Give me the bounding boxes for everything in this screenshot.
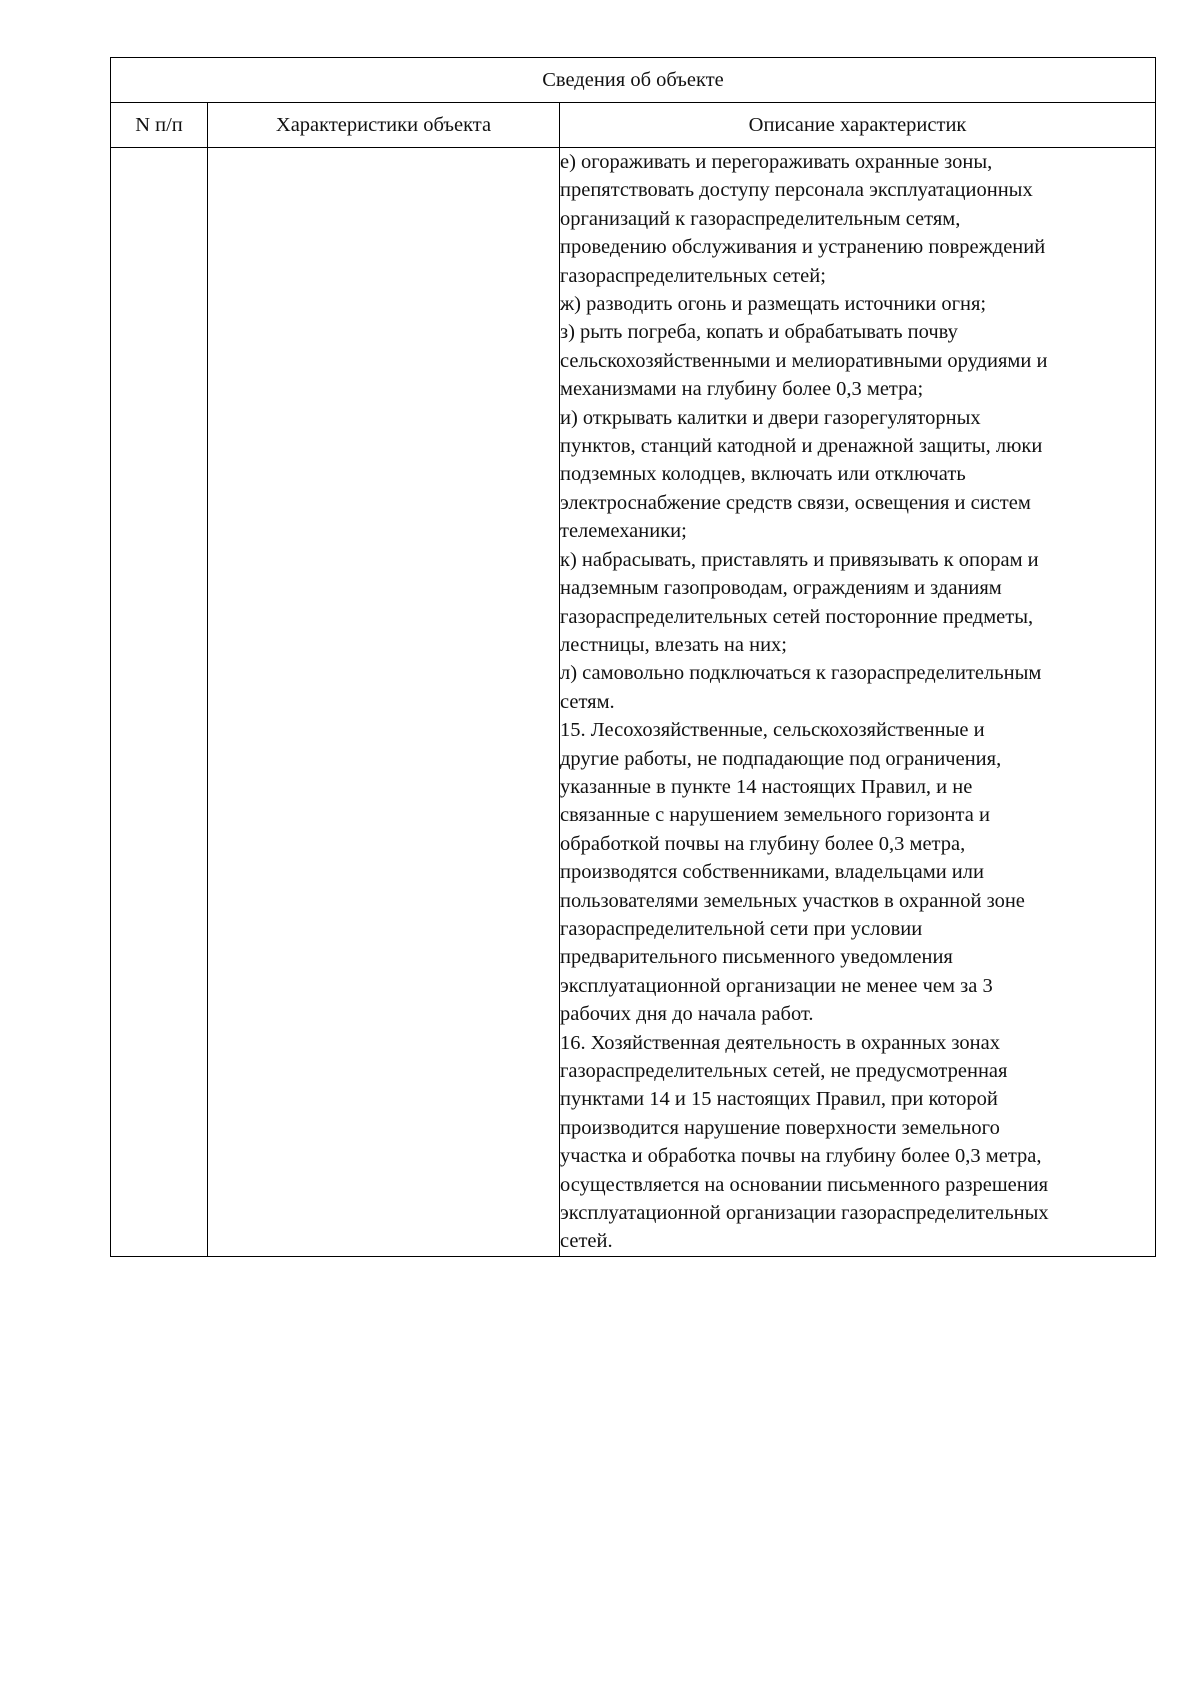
description-line: проведению обслуживания и устранению повреждений <box>560 236 1046 259</box>
description-line: лестницы, влезать на них; <box>560 633 788 656</box>
description-line: газораспределительных сетей; <box>560 264 826 287</box>
row-characteristic-cell <box>208 148 560 1257</box>
description-line: производится нарушение поверхности земельного <box>560 1116 1000 1139</box>
description-line: связанные с нарушением земельного горизонта и <box>560 804 990 827</box>
description-line: газораспределительных сетей посторонние предметы, <box>560 605 1034 628</box>
description-line: сетям. <box>560 690 615 713</box>
row-num-cell <box>111 148 208 1257</box>
table-header-row <box>111 103 1156 148</box>
description-line: рабочих дня до начала работ. <box>560 1003 814 1026</box>
row-description-cell <box>560 148 1156 1257</box>
description-line: электроснабжение средств связи, освещения и систем <box>560 491 1031 514</box>
table-caption: Сведения об объекте <box>111 58 1156 103</box>
description-line: пунктами 14 и 15 настоящих Правил, при которой <box>560 1088 998 1111</box>
description-line: механизмами на глубину более 0,3 метра; <box>560 378 924 401</box>
description-line: эксплуатационной организации не менее чем за 3 <box>560 974 993 997</box>
description-line: препятствовать доступу персонала эксплуатационных <box>560 179 1033 202</box>
description-line: другие работы, не подпадающие под ограничения, <box>560 747 1002 770</box>
description-line: организаций к газораспределительным сетям, <box>560 207 961 230</box>
description-line: предварительного письменного уведомления <box>560 946 953 969</box>
description-line: производятся собственниками, владельцами или <box>560 861 984 884</box>
header-description: Описание характеристик <box>560 103 1156 148</box>
description-line: з) рыть погреба, копать и обрабатывать почву <box>560 321 958 344</box>
description-line: ж) разводить огонь и размещать источники огня; <box>560 293 987 316</box>
description-line: газораспределительных сетей, не предусмотренная <box>560 1060 1008 1082</box>
description-line: сельскохозяйственными и мелиоративными орудиями и <box>560 349 1048 372</box>
header-characteristic: Характеристики объекта <box>208 103 560 148</box>
description-line: указанные в пункте 14 настоящих Правил, и не <box>560 775 973 798</box>
table-caption-row <box>111 58 1156 103</box>
description-line: л) самовольно подключаться к газораспределительным <box>560 662 1042 685</box>
description-line: 16. Хозяйственная деятельность в охранных зонах <box>560 1031 1000 1054</box>
description-line: участка и обработка почвы на глубину более 0,3 метра, <box>560 1145 1042 1168</box>
header-num: N п/п <box>111 103 208 148</box>
description-line: надземным газопроводам, ограждениям и зданиям <box>560 577 1002 600</box>
description-line: 15. Лесохозяйственные, сельскохозяйственные и <box>560 719 985 742</box>
description-line: пользователями земельных участков в охранной зоне <box>560 889 1025 912</box>
description-line: и) открывать калитки и двери газорегуляторных <box>560 406 981 429</box>
description-line: газораспределительной сети при условии <box>560 917 923 940</box>
description-line: эксплуатационной организации газораспределительных <box>560 1202 1049 1225</box>
description-line: сетей. <box>560 1230 613 1253</box>
object-info-table <box>110 57 1156 1257</box>
table-row <box>111 148 1156 1257</box>
description-line: к) набрасывать, приставлять и привязывать к опорам и <box>560 548 1039 571</box>
description-line: е) огораживать и перегораживать охранные зоны, <box>560 151 993 173</box>
description-line: обработкой почвы на глубину более 0,3 метра, <box>560 832 966 855</box>
description-line: подземных колодцев, включать или отключать <box>560 463 966 486</box>
description-line: пунктов, станций катодной и дренажной защиты, люки <box>560 435 1043 458</box>
description-line: телемеханики; <box>560 520 687 543</box>
description-line: осуществляется на основании письменного разрешения <box>560 1173 1049 1196</box>
